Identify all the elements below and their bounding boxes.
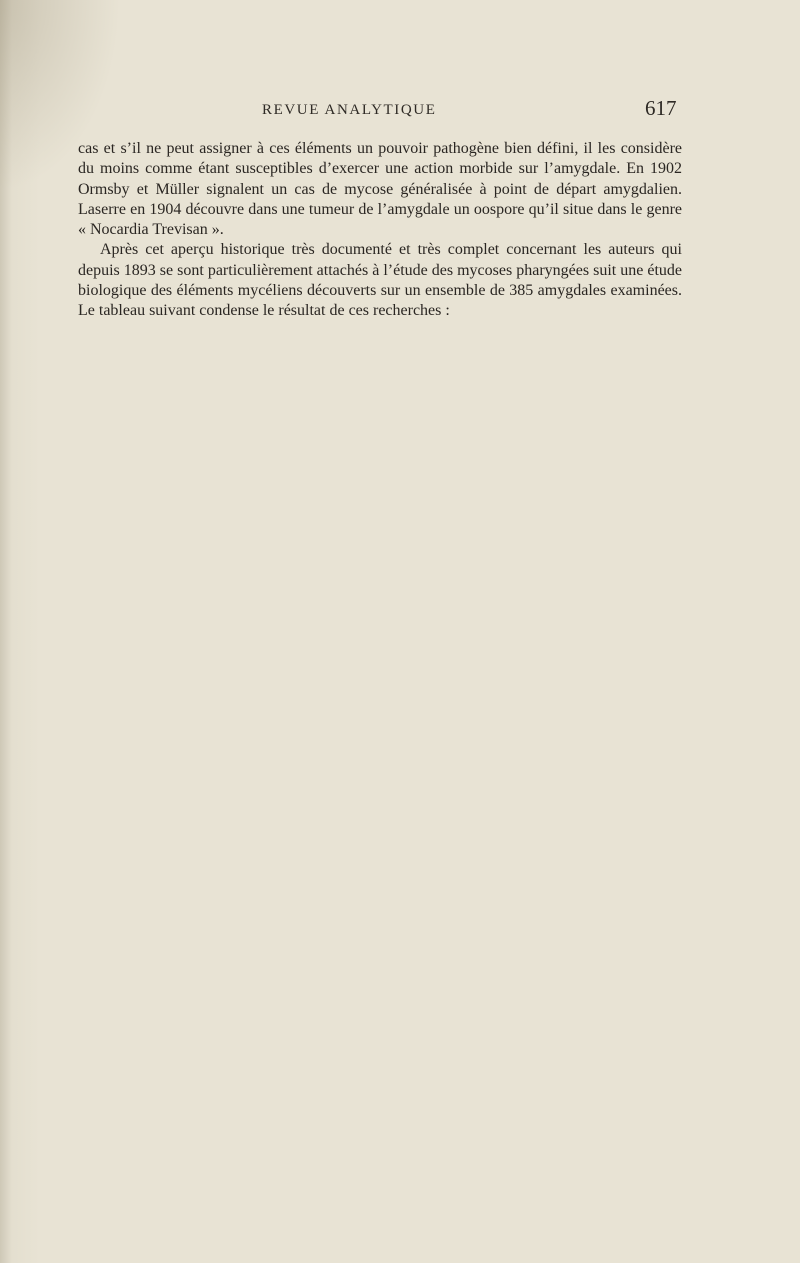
header-title: REVUE ANALYTIQUE: [262, 102, 437, 118]
page-number: 617: [645, 96, 677, 120]
running-head: [0, 96, 800, 126]
paragraph-continuation: cas et s’il ne peut assigner à ces éléments un pouvoir pathogène bien défini, il les considère du moins comme étant susceptibles d’exercer une action morbide sur l’amygdale. En 1902 Ormsby et Müller signalent un cas de mycose généralisée à point de départ amygdalien. Laserre en 1904 découvre dans une tumeur de l’amygdale un oospore qu’il situe dans le genre « Nocardia Trevisan ».: [78, 140, 682, 239]
paragraph-historical-summary: Après cet aperçu historique très documenté et très complet concernant les auteurs qui depuis 1893 se sont particulièrement attachés à l’étude des mycoses pharyngées suit une étude biologique des éléments mycéliens découverts sur un ensemble de 385 amygdales examinées. Le tableau suivant condense le résultat de ces recherches :: [78, 241, 682, 320]
body-text: [78, 139, 682, 322]
